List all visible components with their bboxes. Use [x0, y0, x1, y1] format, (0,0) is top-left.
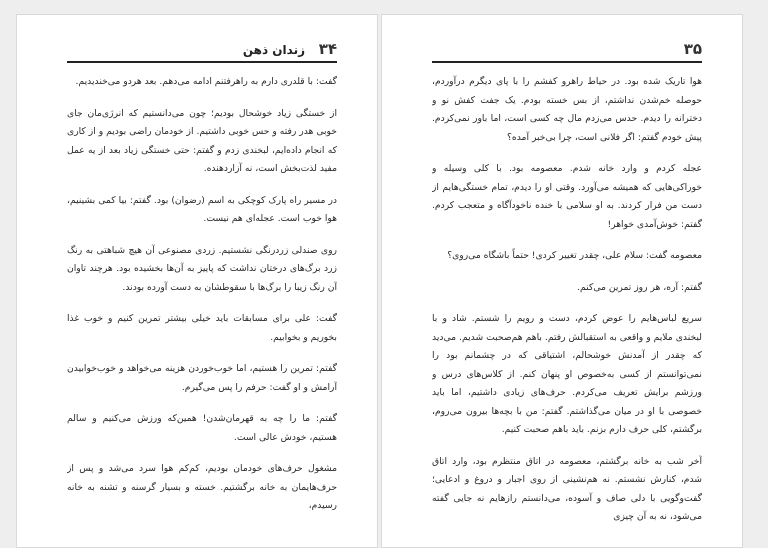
page-header [67, 39, 337, 63]
paragraph: گفتم: آره، هر روز تمرین می‌کنم. [577, 281, 702, 293]
page-body [432, 73, 702, 535]
paragraph: سریع لباس‌هایم را عوض کردم، دست و رویم را شستم. شاد و با لبخندی ملایم و واقعی به استقبالش رفتم. باهم هم‌صحبت شدیم. می‌دید که چقدر از آمدنش خوشحالم، اشتیاقی که در چشمانم بود را نمی‌توانستم از کسی به‌خصوص او پنهان کنم. از کلاس‌های درس و ورزشم برایش تعریف می‌کردم. حرف‌های زیادی داشتیم، اما باید خصوصی با او در میان می‌گذاشتم. گفتم: من با بچه‌ها بیرون می‌روم، برگشتم، کلی حرف دارم بزنم. باید باهم صحبت کنیم. [432, 313, 702, 435]
paragraph: گفتم: ما را چه به قهرمان‌شدن! همین‌که ورزش می‌کنیم و سالم هستیم، خودش عالی است. [67, 413, 337, 443]
paragraph: گفت: با قلدری دارم به راهرفتنم ادامه می‌دهم. بعد هردو می‌خندیدیم. [75, 76, 337, 87]
paragraph: هوا تاریک شده بود. در حیاط راهرو کفشم را با پای دیگرم درآوردم، حوصله خم‌شدن نداشتم، از بس خسته بودم. یک جفت کفش نو و دخترانه را دیدم. حدس می‌زدم مال چه کسی است، اما باور نمی‌کردم. پیش خودم گفتم: اگر فلانی است، چرا بی‌خبر آمده؟ [432, 76, 702, 143]
page-body [67, 73, 337, 535]
paragraph: مشغول حرف‌های خودمان بودیم، کم‌کم هوا سرد می‌شد و پس از حرف‌هایمان به خانه برگشتیم. خسته و بسیار گرسنه و تشنه به خانه رسیدم، [67, 463, 337, 511]
paragraph: گفتم: تمرین را هستیم، اما خوب‌خوردن هزینه می‌خواهد و خوب‌خوابیدن آرامش و او گفت: حرفم را پس می‌گیرم. [67, 363, 337, 393]
paragraph: گفت: علی برای مسابقات باید خیلی بیشتر تمرین کنیم و خوب غذا بخوریم و بخوابیم. [67, 313, 337, 343]
paragraph: روی صندلی زردرنگی نشستیم. زردی مصنوعی آن هیچ شباهتی به رنگ زرد برگ‌های درختان نداشت که پاییز به آن‌ها بخشیده بود. هرچند تاوان آن رنگ زیبا را برگ‌ها با سقوطشان به دست آورده بودند. [67, 244, 337, 293]
paragraph: عجله کردم و وارد خانه شدم. معصومه بود. با کلی وسیله و خوراکی‌هایی که همیشه می‌آورد. وقتی او را دیدم، تمام خستگی‌هایم از دست من فرار کردند. به او سلامی با خنده ناخودآگاه و متعجب کردم. گفتم: خوش‌آمدی خواهر! [432, 163, 702, 230]
page-number: ۳۴ [318, 40, 337, 58]
left-page [16, 14, 378, 548]
paragraph: آخر شب به خانه برگشتم، معصومه در اتاق منتظرم بود، وارد اتاق شدم، کنارش نشستم. نه هم‌نشینی از روی اجبار و دروغ و ادعایی؛ گفت‌وگویی با دلی صاف و آسوده، می‌دانستم رازهایم نه جایی گفته می‌شود، نه به آن چیزی [432, 455, 702, 522]
running-title: زندان ذهن [242, 43, 305, 57]
page-number: ۳۵ [683, 40, 702, 58]
paragraph: در مسیر راه پارک کوچکی به اسم (رضوان) بود. گفتم: بیا کمی بشینیم، هوا خوب است. عجله‌ای هم نیست. [67, 194, 337, 224]
right-page [381, 14, 743, 548]
page-header [432, 39, 702, 63]
paragraph: از خستگی زیاد خوشحال بودیم؛ چون می‌دانستیم که انرژی‌مان جای خوبی هدر رفته و حس خوبی داشتیم. از خودمان راضی بودیم و از کاری که انجام داده‌ایم، لبخندی زدم و گفتم: حتی خستگی زیاد بعد از یه عمل مفید لذت‌بخش است، نه آزاردهنده. [67, 107, 337, 174]
paragraph: معصومه گفت: سلام علی، چقدر تغییر کردی! حتماً باشگاه می‌روی؟ [447, 250, 702, 261]
